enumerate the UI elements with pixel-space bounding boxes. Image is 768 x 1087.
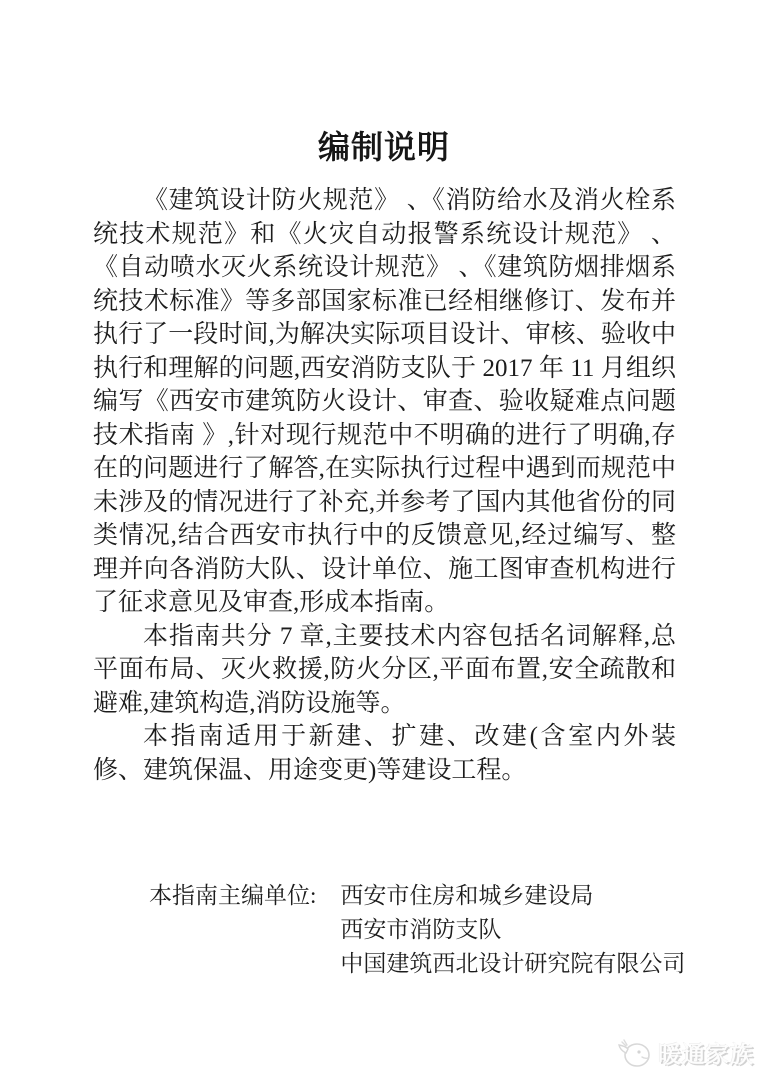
paragraph-standards-background: 《建筑设计防火规范》 、《消防给水及消火栓系统技术规范》和《火灾自动报警系统设计规范》 、《自动喷水灭火系统设计规范》 、《建筑防烟排烟系统技术标准》等多部国家标准已经相继修订、发布并执行了一段时间,为解决实际项目设计、审核、验收中执行和理解的问题,西安消防支队于 2017 年 11 月组织编写《西安市建筑防火设计、审查、验收疑难点问题技术指南 》,针对现行规范中不明确的进行了明确,存在的问题进行了解答,在实际执行过程中遇到而规范中未涉及的情况进行了补充,并参考了国内其他省份的同类情况,结合西安市执行中的反馈意见,经过编写、整理并向各消防大队、设计单位、施工图审查机构进行了征求意见及审查,形成本指南。 [93, 187, 676, 616]
credit-organization-3: 中国建筑西北设计研究院有限公司 [340, 951, 686, 976]
credits-organization-list [340, 879, 685, 981]
page-title: 编制说明 [317, 129, 450, 165]
watermark-text: 暖通家族 [658, 1041, 754, 1067]
document-body [93, 184, 676, 787]
watermark [618, 1036, 754, 1069]
credits-label: 本指南主编单位: [149, 883, 317, 908]
credit-organization-2: 西安市消防支队 [340, 917, 502, 942]
credits-block [149, 879, 768, 981]
bird-mascot-icon [618, 1038, 652, 1068]
paragraph-guide-contents: 本指南共分 7 章,主要技术内容包括名词解释,总平面布局、灭火救援,防火分区,平面布置,安全疏散和避难,建筑构造,消防设施等。 [93, 622, 676, 717]
paragraph-guide-scope: 本指南适用于新建、扩建、改建(含室内外装修、建筑保温、用途变更)等建设工程。 [93, 723, 676, 784]
credit-organization-1: 西安市住房和城乡建设局 [340, 883, 594, 908]
